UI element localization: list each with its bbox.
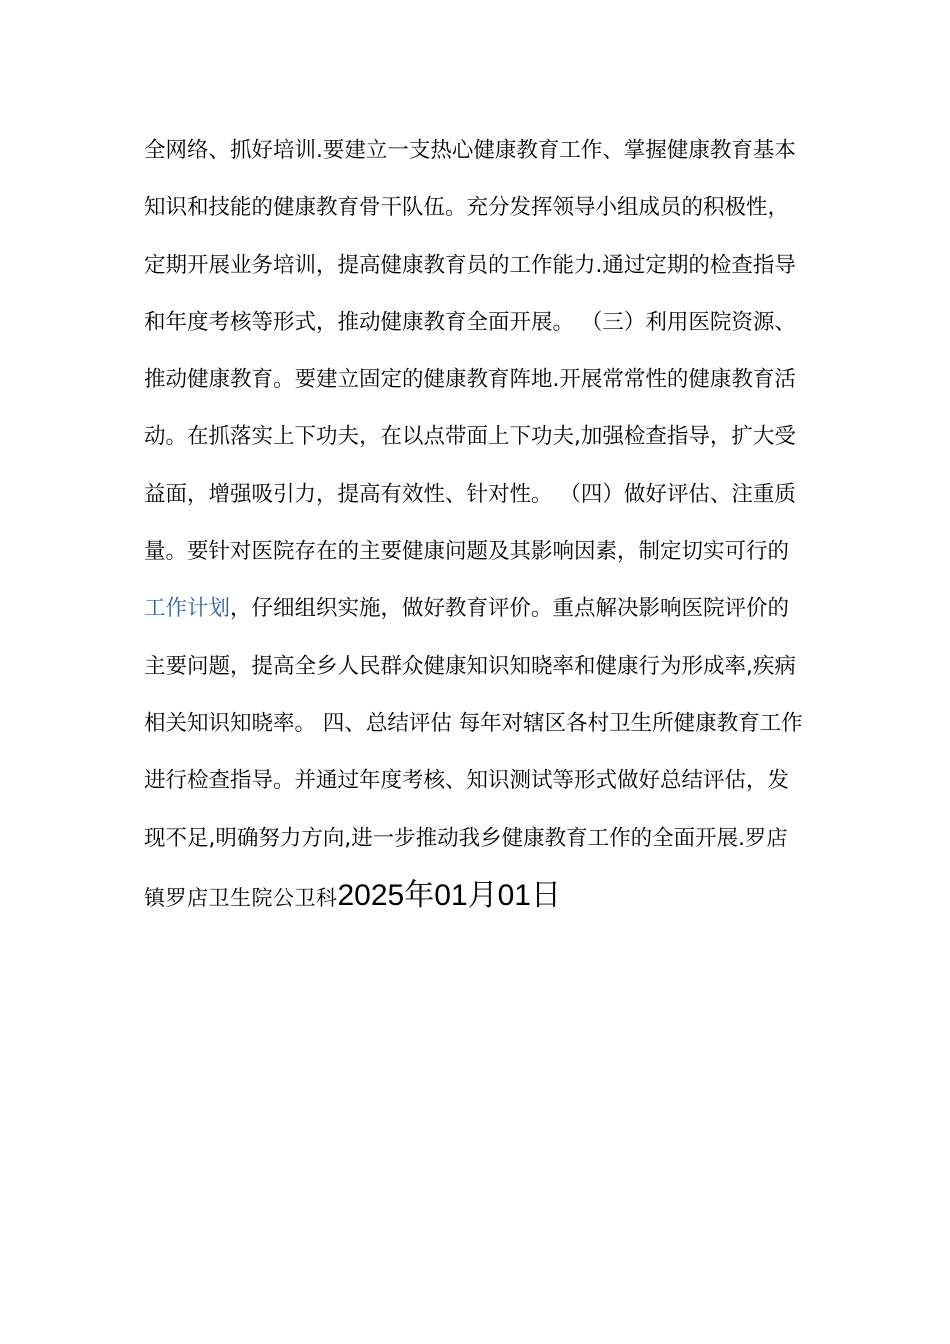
work-plan-link[interactable]: 工作计划 [144, 596, 231, 622]
body-paragraph-continued: ，仔细组织实施，做好教育评价。重点解决影响医院评价的主要问题，提高全乡人民群众健康知识知晓率和健康行为形成率,疾病相关知识知晓率。 四、总结评估 每年对辖区各村卫生所健康教育工作进行检查指导。并通过年度考核、知识测试等形式做好总结评估，发现不足,明确努力方向,进一步推动我乡健康教育工作的全面开展. [144, 596, 803, 851]
signature-date: 2025年01月01日 [337, 878, 561, 912]
document-body [144, 122, 808, 927]
body-paragraph-main: 全网络、抓好培训.要建立一支热心健康教育工作、掌握健康教育基本知识和技能的健康教育骨干队伍。充分发挥领导小组成员的积极性，定期开展业务培训，提高健康教育员的工作能力.通过定期的检查指导和年度考核等形式，推动健康教育全面开展。 （三）利用医院资源、推动健康教育。要建立固定的健康教育阵地.开展常常性的健康教育活动。在抓落实上下功夫，在以点带面上下功夫,加强检查指导，扩大受益面，增强吸引力，提高有效性、针对性。 （四）做好评估、注重质量。要针对医院存在的主要健康问题及其影响因素，制定切实可行的 [144, 138, 796, 565]
signature-organization: 罗店镇罗店卫生院公卫科 [144, 825, 789, 910]
